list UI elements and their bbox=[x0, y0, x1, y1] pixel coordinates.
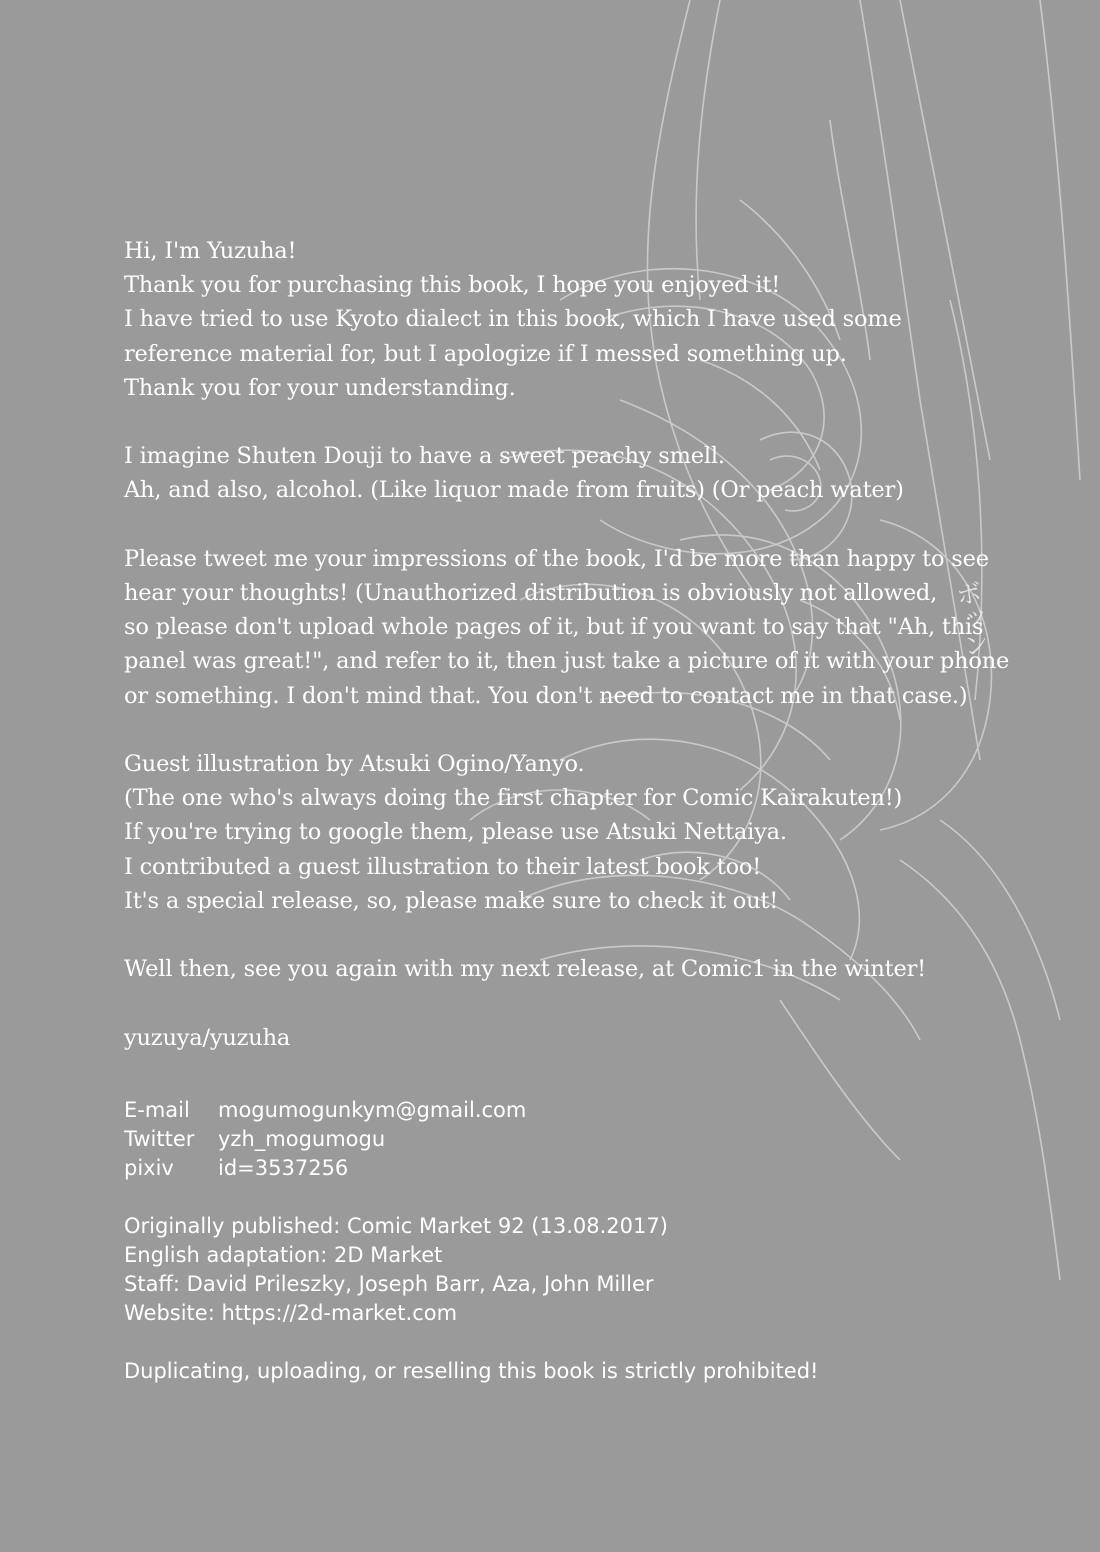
contact-label: E-mail bbox=[124, 1098, 190, 1122]
contact-info bbox=[124, 1096, 526, 1183]
contact-value: mogumogunkym@gmail.com bbox=[218, 1098, 527, 1122]
letter-line: yuzuya/yuzuha bbox=[124, 1024, 291, 1051]
letter-paragraph bbox=[124, 747, 1024, 918]
letter-paragraph bbox=[124, 542, 1024, 713]
contact-label: pixiv bbox=[124, 1156, 174, 1180]
credit-line: Website: https://2d-market.com bbox=[124, 1301, 458, 1325]
letter-line: panel was great!", and refer to it, then just take a picture of it with your phone bbox=[124, 648, 1010, 675]
letter-line: Thank you for your understanding. bbox=[124, 374, 516, 401]
letter-paragraph bbox=[124, 952, 1024, 986]
letter-line: Thank you for purchasing this book, I hope you enjoyed it! bbox=[124, 272, 781, 299]
letter-line: (The one who's always doing the first chapter for Comic Kairakuten!) bbox=[124, 785, 903, 812]
contact-value: yzh_mogumogu bbox=[218, 1127, 386, 1151]
letter-line: If you're trying to google them, please use Atsuki Nettaiya. bbox=[124, 819, 787, 846]
letter-paragraph bbox=[124, 234, 1024, 405]
letter-line: reference material for, but I apologize if I messed something up. bbox=[124, 340, 847, 367]
letter-line: Please tweet me your impressions of the book, I'd be more than happy to see bbox=[124, 545, 989, 572]
letter-line: I imagine Shuten Douji to have a sweet peachy smell. bbox=[124, 443, 725, 470]
letter-line: or something. I don't mind that. You don't need to contact me in that case.) bbox=[124, 682, 968, 709]
publication-credits bbox=[124, 1212, 668, 1328]
sound-effect-text: ボッン bbox=[949, 578, 991, 660]
credit-line: English adaptation: 2D Market bbox=[124, 1243, 443, 1267]
letter-line: Well then, see you again with my next release, at Comic1 in the winter! bbox=[124, 956, 926, 983]
contact-row bbox=[124, 1096, 526, 1125]
letter-line: Ah, and also, alcohol. (Like liquor made from fruits) (Or peach water) bbox=[124, 477, 904, 504]
contact-row bbox=[124, 1154, 526, 1183]
letter-line: Hi, I'm Yuzuha! bbox=[124, 238, 297, 264]
credit-line: Originally published: Comic Market 92 (13.08.2017) bbox=[124, 1214, 668, 1238]
letter-line: hear your thoughts! (Unauthorized distribution is obviously not allowed, bbox=[124, 580, 938, 606]
credit-line: Staff: David Prileszky, Joseph Barr, Aza, John Miller bbox=[124, 1272, 654, 1296]
contact-value: id=3537256 bbox=[218, 1156, 349, 1180]
letter-line: so please don't upload whole pages of it, but if you want to say that "Ah, this bbox=[124, 614, 984, 641]
letter-line: It's a special release, so, please make sure to check it out! bbox=[124, 887, 779, 914]
copyright-notice: Duplicating, uploading, or reselling this book is strictly prohibited! bbox=[124, 1359, 819, 1383]
author-letter bbox=[124, 234, 1024, 1089]
contact-label: Twitter bbox=[124, 1127, 195, 1151]
letter-paragraph bbox=[124, 1021, 1024, 1055]
letter-paragraph bbox=[124, 439, 1024, 507]
contact-row bbox=[124, 1125, 526, 1154]
letter-line: Guest illustration by Atsuki Ogino/Yanyo. bbox=[124, 751, 585, 777]
letter-line: I contributed a guest illustration to their latest book too! bbox=[124, 853, 762, 880]
letter-line: I have tried to use Kyoto dialect in this book, which I have used some bbox=[124, 306, 902, 333]
